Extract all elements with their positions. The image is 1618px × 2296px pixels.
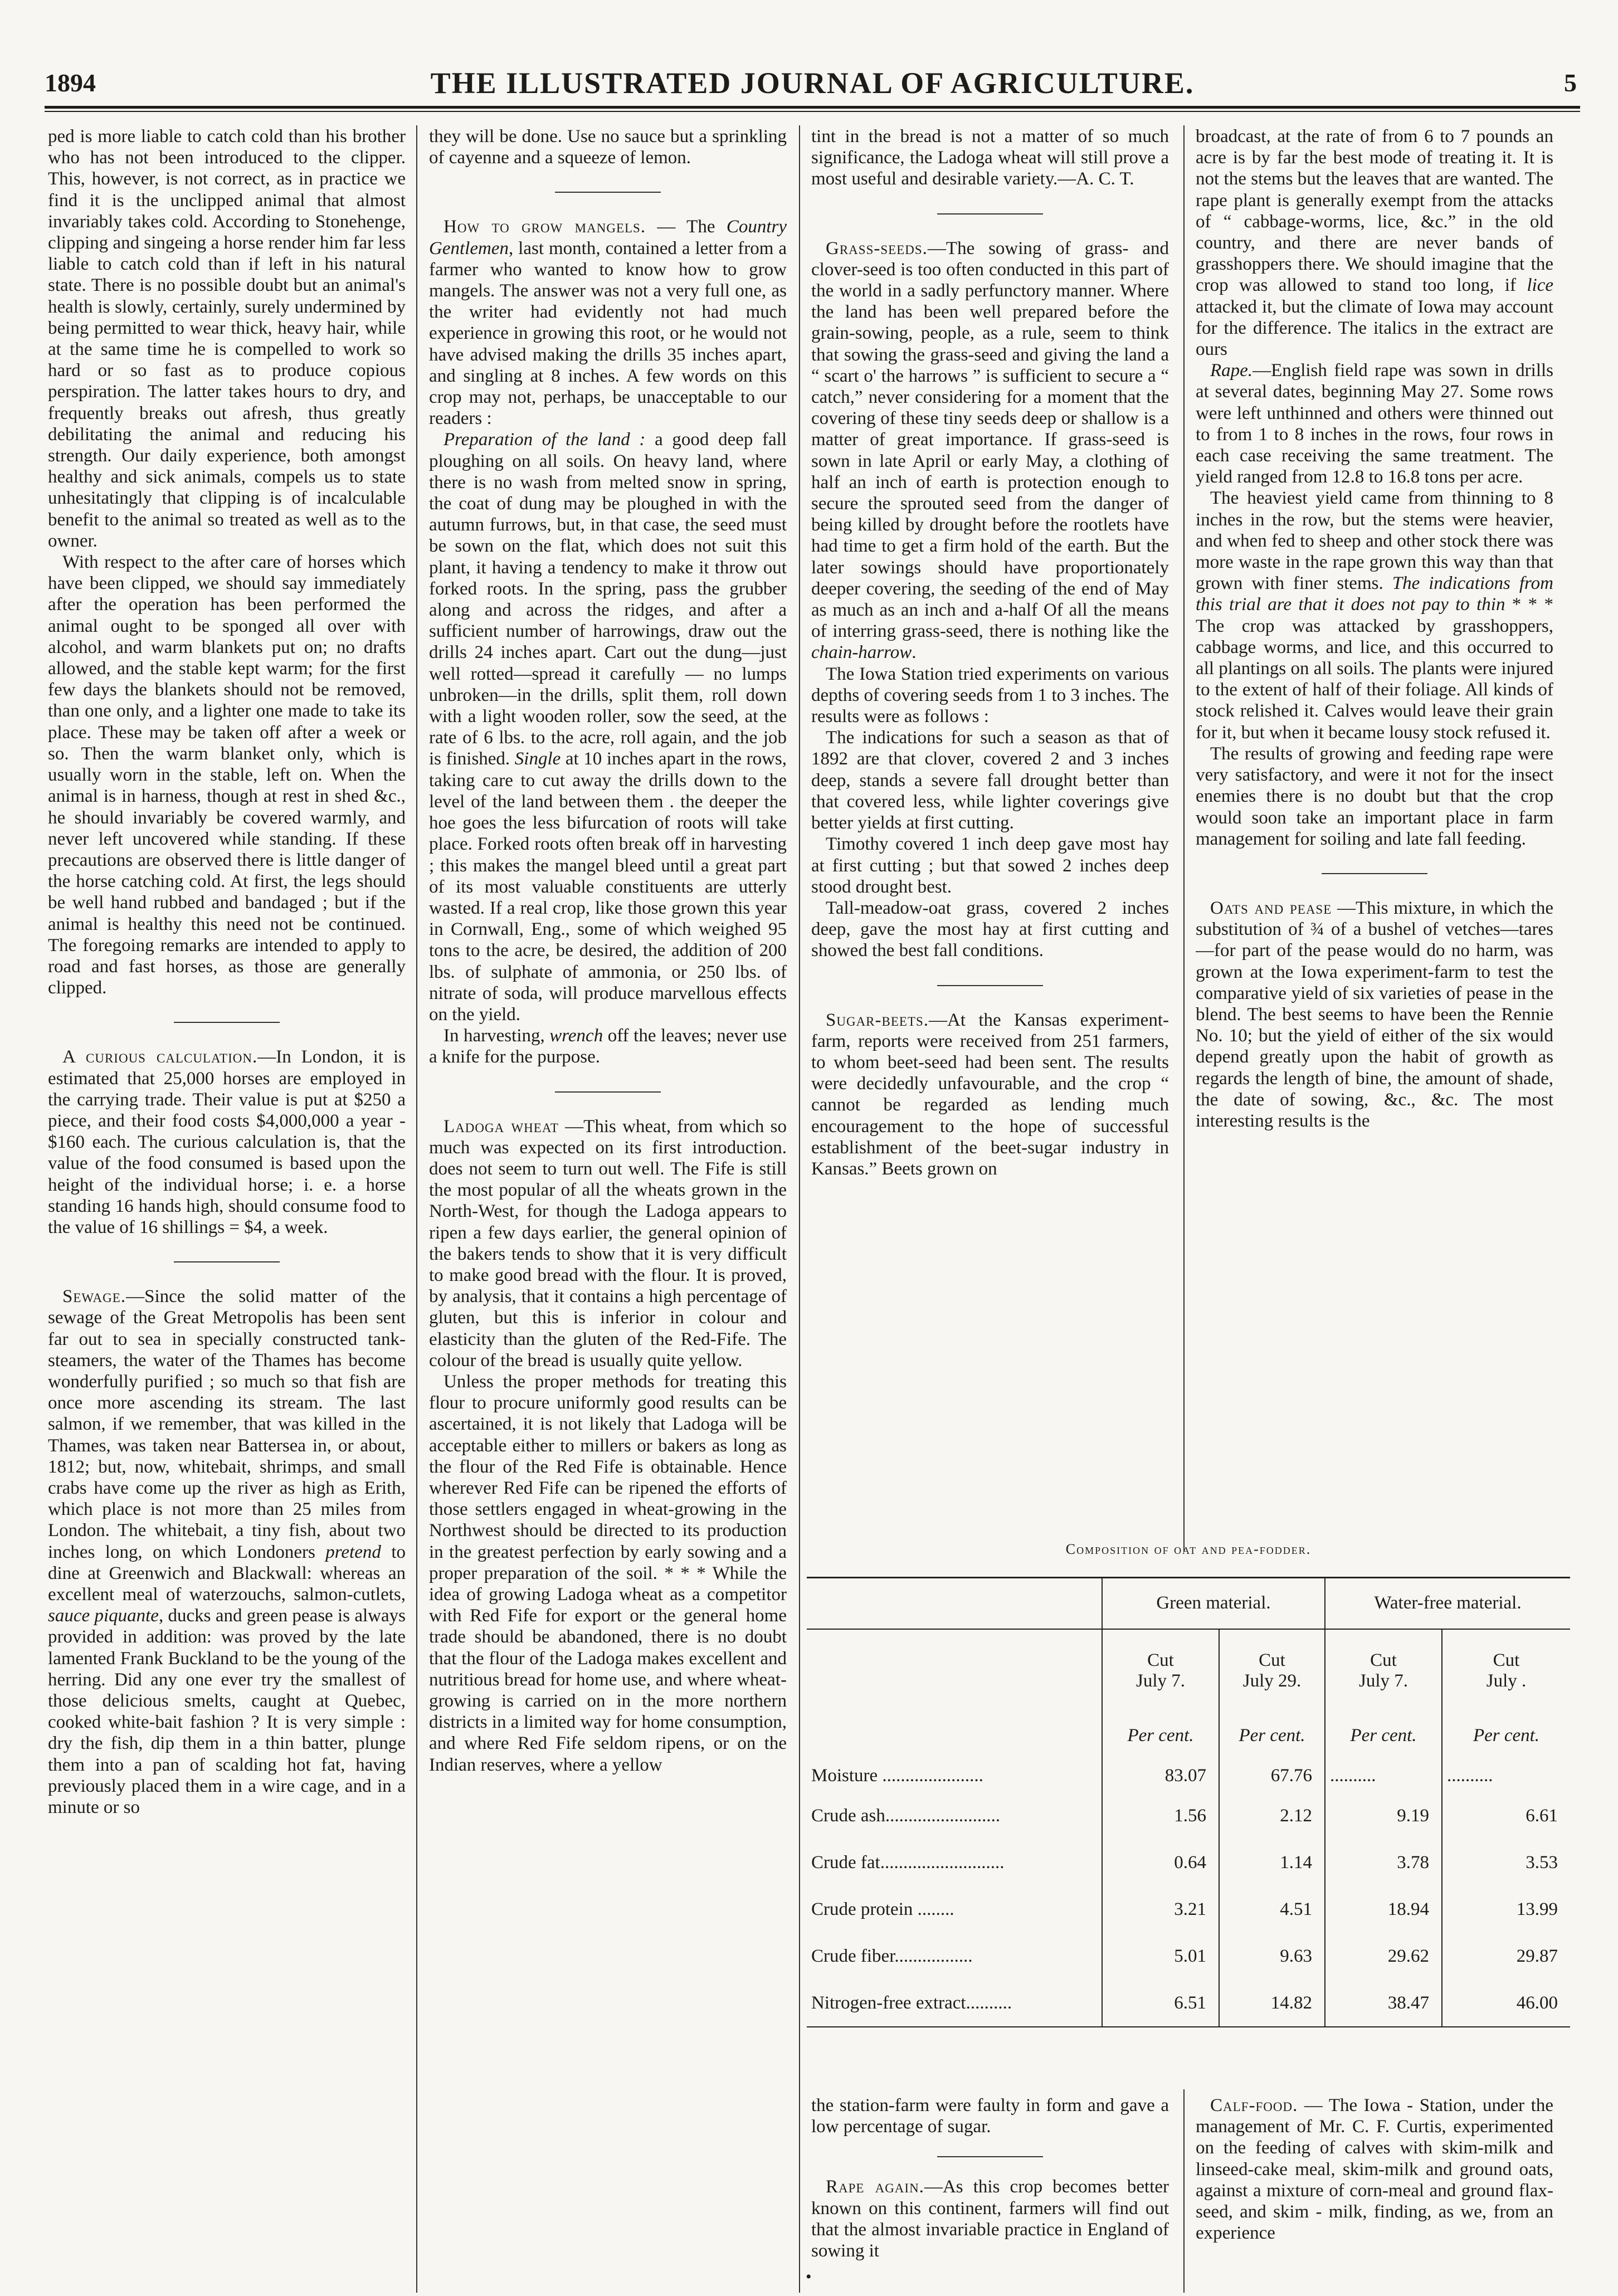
paragraph: The Iowa Station tried experiments on various depths of covering seeds from 1 to 3 inches. The results were as follows : [811, 664, 1169, 727]
table-cell: .......... [1325, 1759, 1442, 1793]
paragraph: In harvesting, wrench off the leaves; never use a knife for the purpose. [429, 1026, 787, 1067]
table-corner [807, 1578, 1102, 1629]
paragraph: they will be done. Use no sauce but a sprinkling of cayenne and a squeeze of lemon. [429, 126, 787, 168]
header-rule-thick [45, 106, 1580, 109]
column-4 [1196, 126, 1553, 1547]
column-3 [811, 126, 1169, 1547]
table-unit: Per cent. [1219, 1713, 1325, 1759]
column-divider [1183, 125, 1185, 1552]
table-row [807, 1933, 1570, 1980]
paragraph: Timothy covered 1 inch deep gave most hay at first cutting ; but that sowed 2 inches deep stood drought best. [811, 834, 1169, 897]
paragraph: The indications for such a season as that of 1892 are that clover, covered 2 and 3 inches deep, stands a severe fall drought better than that covered less, while lighter coverings give better yields at first cutting. [811, 728, 1169, 833]
section-divider [174, 1022, 280, 1023]
table-cell: 9.63 [1219, 1933, 1325, 1980]
table-column-header: Cut July 29. [1219, 1629, 1325, 1713]
table-cell: 18.94 [1325, 1886, 1442, 1933]
paragraph: Sewage.—Since the solid matter of the sewage of the Great Metropolis has been sent far out to sea in specially constructed tank-steamers, the water of the Thames has become wonderfully purified ; so much so that fish are once more ascending its stream. The last salmon, if we remember, that was killed in the Thames, was taken near Battersea in, or about, 1812; but, now, whitebait, shrimps, and small crabs have come up the river as high as Erith, which place is not more than 25 miles from London. The whitebait, a tiny fish, about two inches long, on which Londoners pretend to dine at Greenwich and Blackwall: whereas an excellent meal of waterzouchs, salmon-cutlets, sauce piquante, ducks and green pease is always provided in addition: was proved by the late lamented Frank Buckland to be the young of the herring. Did any one ever try the smallest of those delicious smelts, caught at Quebec, cooked white-bait fashion ? It is very simple : dry the fish, dip them in a thin batter, plunge them into a pan of scalding hot fat, having previously placed them in a wire cage, and in a minute or so [48, 1286, 406, 1818]
paragraph: the station-farm were faulty in form and gave a low percentage of sugar. [811, 2095, 1169, 2137]
table-group-header: Water-free material. [1325, 1578, 1570, 1629]
table-cell: 1.56 [1102, 1793, 1219, 1840]
table-corner [807, 1629, 1102, 1713]
section-heading: Sewage. [62, 1286, 126, 1307]
section-heading: Oats and pease [1210, 898, 1332, 918]
paragraph: Rape again.—As this crop becomes better known on this continent, farmers will find out that the almost invariable practice in England of sowing it [811, 2177, 1169, 2261]
table-cell: 38.47 [1325, 1980, 1442, 2027]
paragraph: How to grow mangels. — The Country Gentlemen, last month, contained a letter from a farmer who wanted to know how to grow mangels. The answer was not a very full one, as the writer had evidently not had much experience in growing this root, or he would not have advised making the drills 35 inches apart, and singling at 8 inches. A few words on this crop may not, perhaps, be unacceptable to our readers : [429, 217, 787, 429]
table-cell: 1.14 [1219, 1840, 1325, 1886]
table-column-header: Cut July 7. [1102, 1629, 1219, 1713]
row-label: Moisture ...................... [811, 1766, 983, 1786]
paragraph: Tall-meadow-oat grass, covered 2 inches deep, gave the most hay at first cutting and showed the best fall conditions. [811, 898, 1169, 961]
table-cell: 13.99 [1442, 1886, 1570, 1933]
section-heading: A curious calculation. [62, 1047, 258, 1067]
table-unit: Per cent. [1102, 1713, 1219, 1759]
column-divider [416, 125, 417, 2293]
table-cell: 5.01 [1102, 1933, 1219, 1980]
section-heading: Sugar-beets. [826, 1010, 929, 1030]
header-rule-thin [45, 111, 1580, 112]
table-cell: 3.21 [1102, 1886, 1219, 1933]
column-divider [1183, 2089, 1185, 2293]
section-divider [555, 192, 661, 193]
table-column-header: Cut July 7. [1325, 1629, 1442, 1713]
composition-table [807, 1577, 1570, 2027]
table-unit: Per cent. [1325, 1713, 1442, 1759]
table-group-header: Green material. [1102, 1578, 1325, 1629]
header-year: 1894 [45, 69, 96, 97]
paragraph: With respect to the after care of horses which have been clipped, we should say immediately after the operation has been performed the animal ought to be sponged all over with alcohol, and warm blankets put on; no drafts allowed, and the stable kept warm; for the first few days the blankets should not be removed, than one only, and a lighter one made to take its place. These may be taken off after a week or so. Then the warm blanket only, which is usually worn in the stable, left on. When the animal is in harness, though at rest in shed &c., he should invariably be covered warmly, and never left uncovered while standing. If these precautions are observed there is little danger of the horse catching cold. At first, the legs should be well hand rubbed and bandaged ; but if the animal is healthy this need not be continued. The foregoing remarks are intended to apply to road and fast horses, as those are generally clipped. [48, 552, 406, 998]
table-cell: 6.51 [1102, 1980, 1219, 2027]
page-header [45, 66, 1580, 105]
row-label: Nitrogen-free extract.......... [807, 1980, 1102, 2027]
table-cell: 14.82 [1219, 1980, 1325, 2027]
row-label: Crude fat........................... [811, 1853, 1005, 1873]
table-cell: 6.61 [1442, 1793, 1570, 1840]
column-4-continued [1196, 2095, 1553, 2290]
section-divider [555, 1091, 661, 1093]
table-cell: 3.53 [1442, 1840, 1570, 1886]
section-divider [1322, 873, 1427, 874]
table-cell: 9.19 [1325, 1793, 1442, 1840]
journal-title: THE ILLUSTRATED JOURNAL OF AGRICULTURE. [430, 66, 1195, 100]
section-divider [937, 213, 1043, 215]
row-label: Crude ash......................... [811, 1806, 1001, 1826]
paragraph: The heaviest yield came from thinning to 8 inches in the row, but the stems were heavier, and when fed to sheep and other stock there was more waste in the rape grown this way than that grown with finer stems. The indications from this trial are that it does not pay to thin * * * The crop was attacked by grasshoppers, cabbage worms, and lice, and this occurred to all plantings on all soils. The plants were injured to the extent of half of their foliage. All kinds of stock relished it. Calves would leave their grain for it, but when it became lousy stock refused it. [1196, 488, 1553, 743]
table-cell: 4.51 [1219, 1886, 1325, 1933]
table-cell: 0.64 [1102, 1840, 1219, 1886]
paragraph: The results of growing and feeding rape were very satisfactory, and were it not for the insect enemies there is no doubt but that the crop would soon take an important place in farm management for soiling and late fall feeding. [1196, 743, 1553, 849]
column-3-continued [811, 2095, 1169, 2290]
paragraph: Calf-food. — The Iowa - Station, under the management of Mr. C. F. Curtis, experimented on the feeding of calves with skim-milk and linseed-cake meal, skim-milk and ground oats, against a mixture of corn-meal and ground flax-seed, and skim - milk, finding, as we, from an experience [1196, 2095, 1553, 2244]
paragraph: Preparation of the land : a good deep fall ploughing on all soils. On heavy land, where there is no wash from melted snow in spring, the coat of dung may be ploughed in with the autumn furrows, but, in that case, the seed must be sown on the flat, which does not suit this plant, it having a tendency to make it throw out forked roots. In the spring, pass the grubber along and across the ridges, and after a sufficient number of harrowings, draw out the drills 24 inches apart. Cart out the dung—just well rotted—spread it carefully — no lumps unbroken—in the drills, split them, roll down with a light wooden roller, sow the seed, at the rate of 6 lbs. to the acre, roll again, and the job is finished. Single at 10 inches apart in the rows, taking care to cut away the drills down to the level of the land between them . the deeper the hoe goes the less bifurcation of roots will take place. Forked roots often break off in harvesting ; this makes the mangel bleed until a great part of its most valuable constituents are utterly wasted. If a real crop, like those grown this year in Cornwall, Eng., some of which weighed 95 tons to the acre, be desired, the addition of 200 lbs. of sulphate of ammonia, or 250 lbs. of nitrate of soda, will produce marvellous effects on the yield. [429, 430, 787, 1025]
paragraph: Grass-seeds.—The sowing of grass- and clover-seed is too often conducted in this part of the world in a sadly perfunctory manner. Where the land has been well prepared before the grain-sowing, people, as a rule, seem to think that sowing the grass-seed and giving the land a “ scart o' the harrows ” is sufficient to secure a “ catch,” never considering for a moment that the covering of these tiny seeds deep or shallow is a matter of great importance. If grass-seed is sown in late April or early May, a clothing of half an inch of earth is protection enough to secure the sprouted seed from the danger of being killed by drought before the rootlets have had time to get a firm hold of the earth. But the later sowings should have proportionately deeper covering, the seeding of the end of May as much as an inch and a-half Of all the means of interring grass-seed, there is nothing like the chain-harrow. [811, 238, 1169, 663]
paragraph: tint in the bread is not a matter of so much significance, the Ladoga wheat will still prove a most useful and desirable variety.—A. C. T. [811, 126, 1169, 189]
table-unit: Per cent. [1442, 1713, 1570, 1759]
column-1 [48, 126, 406, 2288]
table-column-header: Cut July . [1442, 1629, 1570, 1713]
paragraph: Sugar-beets.—At the Kansas experiment-farm, reports were received from 251 farmers, to whom beet-seed had been sent. The results were decidedly unfavourable, and the crop “ cannot be regarded as lending much encouragement to the hope of successful establishment of the beet-sugar industry in Kansas.” Beets grown on [811, 1010, 1169, 1179]
table-cell: 29.62 [1325, 1933, 1442, 1980]
section-heading: Ladoga wheat [444, 1116, 559, 1137]
footer-mark: • [806, 2268, 812, 2286]
paragraph: Rape.—English field rape was sown in drills at several dates, beginning May 27. Some rows were left unthinned and others were thinned out to from 1 to 8 inches in the rows, four rows in each case receiving the same treatment. The yield ranged from 12.8 to 16.8 tons per acre. [1196, 360, 1553, 488]
section-divider [937, 2156, 1043, 2157]
page-number: 5 [1564, 69, 1577, 97]
table-row [807, 1886, 1570, 1933]
paragraph: Ladoga wheat —This wheat, from which so much was expected on its first introduction. does not seem to turn out well. The Fife is still the most popular of all the wheats grown in the North-West, for though the Ladoga appears to ripen a few days earlier, the general opinion of the bakers tends to show that it is very difficult to make good bread with the flour. It is proved, by analysis, that it contains a high percentage of gluten, but this is inferior in colour and elasticity than the gluten of the Red-Fife. The colour of the bread is usually quite yellow. [429, 1116, 787, 1371]
section-divider [937, 985, 1043, 986]
paragraph: Unless the proper methods for treating this flour to procure uniformly good results can be ascertained, it is not likely that Ladoga will be acceptable either to millers or bakers as long as the flour of the Red Fife is obtainable. Hence wherever Red Fife can be ripened the efforts of those settlers engaged in wheat-growing in the Northwest should be directed to its production in the greatest perfection by early sowing and a proper preparation of the soil. * * * While the idea of growing Ladoga wheat as a competitor with Red Fife for export or the general home trade should be abandoned, there is no doubt that the flour of the Ladoga makes excellent and nutritious bread for home use, and where wheat-growing is carried on in the more northern districts in a limited way for home consumption, and where Red Fife seldom ripens, or on the Indian reserves, where a yellow [429, 1371, 787, 1775]
table-row [807, 1980, 1570, 2027]
table-corner [807, 1713, 1102, 1759]
section-heading: Calf-food. [1210, 2095, 1298, 2115]
row-label: Crude fiber................. [811, 1946, 973, 1966]
section-heading: Grass-seeds. [826, 238, 928, 259]
section-divider [174, 1261, 280, 1262]
table-cell: 2.12 [1219, 1793, 1325, 1840]
column-2 [429, 126, 787, 2288]
paragraph: A curious calculation.—In London, it is estimated that 25,000 horses are employed in the carrying trade. Their value is put at $250 a piece, and their food costs $4,000,000 a year - $160 each. The curious calculation is, that the value of the food consumed is based upon the height of the individual horse; i. e. a horse standing 16 hands high, should consume food to the value of 16 shillings = $4, a week. [48, 1047, 406, 1237]
table-row [807, 1840, 1570, 1886]
table-row [807, 1759, 1570, 1793]
table-caption: Composition of oat and pea-fodder. [1065, 1541, 1312, 1557]
table-cell: .......... [1442, 1759, 1570, 1793]
table-cell: 67.76 [1219, 1759, 1325, 1793]
section-heading: How to grow mangels. [444, 217, 646, 237]
table-cell: 29.87 [1442, 1933, 1570, 1980]
table-row [807, 1793, 1570, 1840]
column-divider [799, 125, 800, 2293]
paragraph: ped is more liable to catch cold than his brother who has not been introduced to the clipper. This, however, is not correct, as in practice we find it is the unclipped animal that almost invariably takes cold. According to Stonehenge, clipping and singeing a horse render him far less liable to catch cold than if left in his natural state. There is no possible doubt but an animal's health is slowly, certainly, surely undermined by being permitted to wear thick, heavy hair, while at the same time he is compelled to work so hard or so fast as to produce copious perspiration. The latter takes hours to dry, and frequently breaks out afresh, thus greatly debilitating the animal and reducing his strength. Our daily experience, both amongst healthy and sick animals, compels us to state unhesitatingly that clipping is of incalculable benefit to the animal so treated as well as to the owner. [48, 126, 406, 551]
section-heading: Rape again. [826, 2177, 924, 2197]
paragraph: Oats and pease —This mixture, in which the substitution of ¾ of a bushel of vetches—tares—for part of the pease would do no harm, was grown at the Iowa experiment-farm to test the comparative yield of six varieties of pease in the blend. The best seems to have been the Rennie No. 10; but the yield of either of the six would depend greatly upon the habit of growth as regards the length of bine, the amount of shade, the date of sowing, &c., &c. The most interesting results is the [1196, 898, 1553, 1131]
table-cell: 83.07 [1102, 1759, 1219, 1793]
row-label: Crude protein ........ [811, 1899, 954, 1919]
table-cell: 46.00 [1442, 1980, 1570, 2027]
paragraph: broadcast, at the rate of from 6 to 7 pounds an acre is by far the best mode of treating it. It is not the stems but the leaves that are wanted. The rape plant is generally exempt from the attacks of “ cabbage-worms, lice, &c.” in the old country, and there are never bands of grasshoppers there. We should imagine that the crop was allowed to stand too long, if lice attacked it, but the climate of Iowa may account for the difference. The italics in the extract are ours [1196, 126, 1553, 360]
table-cell: 3.78 [1325, 1840, 1442, 1886]
